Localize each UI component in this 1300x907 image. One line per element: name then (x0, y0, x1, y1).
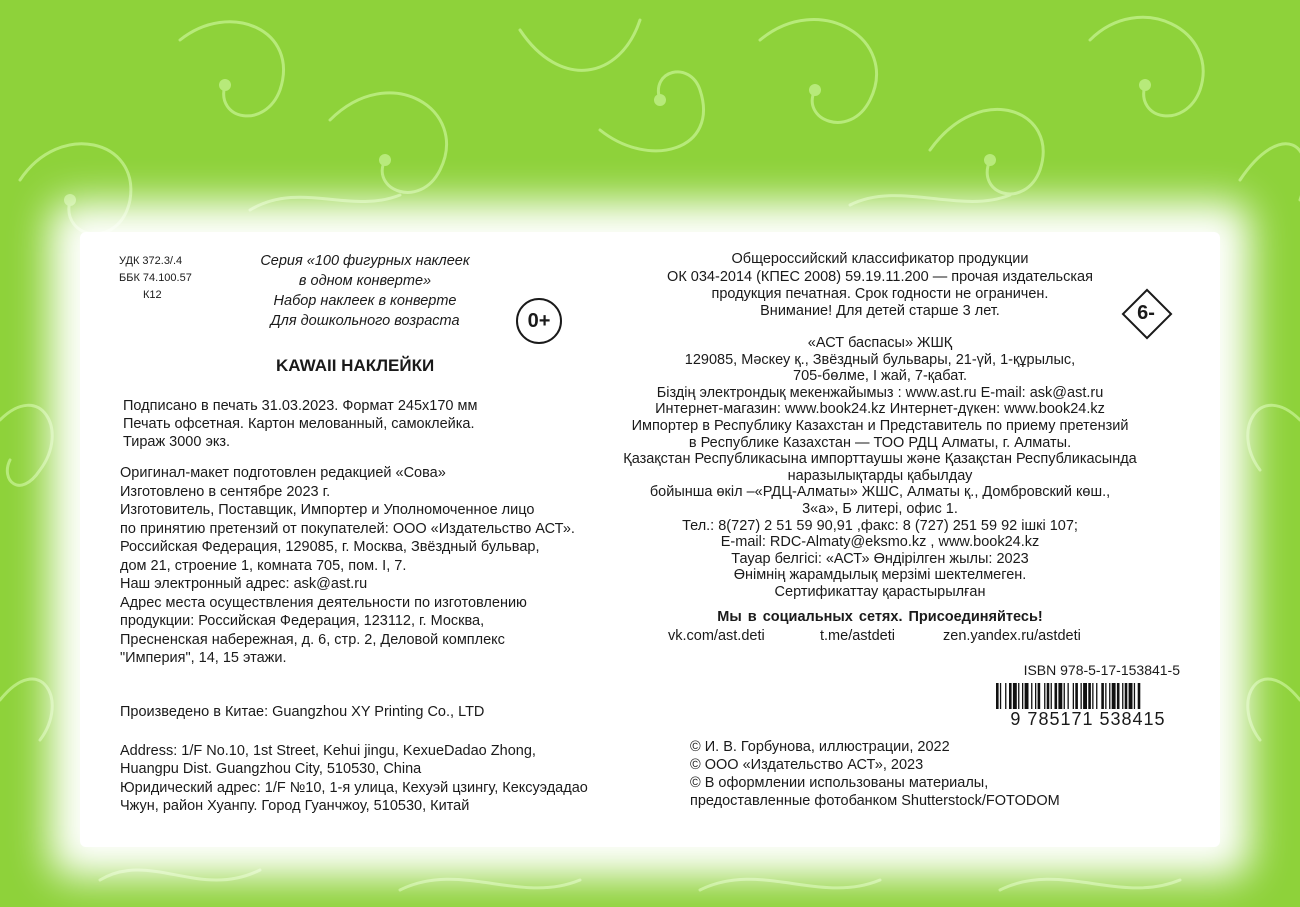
kazakh-line: в Республике Казахстан — ТОО РДЦ Алматы, г. Алматы. (688, 435, 1072, 451)
publisher-line: дом 21, строение 1, комната 705, пом. I, 7. (120, 558, 407, 574)
kazakh-line: Сертификаттау қарастырылған (774, 584, 986, 600)
classifier-line: ОК 034-2014 (КПЕС 2008) 59.19.11.200 — прочая издательская (667, 269, 1093, 285)
barcode-digits: 9 785171 538415 (996, 709, 1180, 730)
publisher-line: по принятию претензий от покупателей: ООО «Издательство АСТ». (120, 521, 575, 537)
age-rating-badge: 0+ (516, 298, 562, 344)
kazakh-line: бойынша өкіл –«РДЦ-Алматы» ЖШС, Алматы қ., Домбровский көш., (649, 484, 1111, 500)
publisher-line: продукции: Российская Федерация, 123112, г. Москва, (120, 613, 485, 629)
publisher-line: Адрес места осуществления деятельности по изготовлению (120, 595, 527, 611)
kazakh-line: Импортер в Республику Казахстан и Представитель по приему претензий (631, 418, 1129, 434)
kazakh-line: Тауар белгісі: «АСТ» Өндірілген жылы: 2023 (731, 551, 1029, 567)
kazakh-line: 129085, Мәскеу қ., Звёздный бульвары, 21-үй, 1-құрылыс, (684, 352, 1076, 368)
series-line: Набор наклеек в конверте (273, 293, 457, 309)
kazakh-line: Өнімнің жарамдылық мерзімі шектелмеген. (733, 567, 1027, 583)
bbk-code: ББК 74.100.57 (119, 272, 192, 284)
age-warning-text: Внимание! Для детей старше 3 лет. (760, 303, 1000, 319)
copyright-line: © ООО «Издательство АСТ», 2023 (690, 757, 924, 773)
print-info-line: Подписано в печать 31.03.2023. Формат 245x170 мм (123, 398, 478, 414)
social-link-vk[interactable]: vk.com/ast.deti (668, 628, 765, 644)
kazakh-line: Интернет-магазин: www.book24.kz Интернет-дүкен: www.book24.kz (655, 401, 1105, 417)
print-info-line: Тираж 3000 экз. (123, 434, 231, 450)
kazakh-line: 705-бөлме, I жай, 7-қабат. (793, 368, 967, 384)
kazakh-line: «АСТ баспасы» ЖШҚ (807, 335, 953, 351)
publisher-line: "Империя", 14, 15 этажи. (120, 650, 287, 666)
address-line: Address: 1/F No.10, 1st Street, Kehui jingu, KexueDadao Zhong, (120, 743, 536, 759)
publisher-line: Пресненская набережная, д. 6, стр. 2, Деловой комплекс (120, 632, 505, 648)
copyright-line: © И. В. Горбунова, иллюстрации, 2022 (690, 739, 950, 755)
address-line: Huangpu Dist. Guangzhou City, 510530, China (120, 761, 422, 777)
publisher-line: Оригинал-макет подготовлен редакцией «Сова» (120, 465, 446, 481)
publisher-email: Наш электронный адрес: ask@ast.ru (120, 576, 368, 592)
isbn: ISBN 978-5-17-153841-5 (1023, 662, 1180, 678)
publisher-line: Изготовлено в сентябре 2023 г. (120, 484, 331, 500)
copyright-line: © В оформлении использованы материалы, (690, 775, 989, 791)
kazakh-line: наразылықтарды қабылдау (787, 468, 973, 484)
print-info-line: Печать офсетная. Картон мелованный, самоклейка. (123, 416, 475, 432)
kazakh-line: Қазақстан Республикасына импорттаушы және Қазақстан Республикасында (623, 451, 1137, 467)
kazakh-line: Тел.: 8(727) 2 51 59 90,91 ,факс: 8 (727) 251 59 92 ішкі 107; (682, 518, 1078, 534)
kazakh-line: E-mail: RDC-Almaty@eksmo.kz , www.book24.kz (720, 534, 1040, 550)
address-line: Юридический адрес: 1/F №10, 1-я улица, Кехуэй цзингу, Кексуэдадао (120, 780, 588, 796)
series-line: в одном конверте» (298, 273, 432, 289)
series-line: Серия «100 фигурных наклеек (260, 253, 470, 269)
classifier-line: Общероссийский классификатор продукции (731, 251, 1029, 267)
book-title: KAWAII НАКЛЕЙКИ (276, 356, 435, 375)
social-link-telegram[interactable]: t.me/astdeti (820, 628, 895, 644)
kazakh-line: 3«а», Б литері, офис 1. (802, 501, 958, 517)
age-warning-label: 6- (1137, 301, 1155, 324)
social-heading: Мы в социальных сетях. Присоединяйтесь! (717, 609, 1043, 625)
kazakh-line: Біздің электрондық мекенжайымыз : www.ast.ru E-mail: ask@ast.ru (656, 385, 1104, 401)
copyright-line: предоставленные фотобанком Shutterstock/FOTODOM (690, 793, 1060, 809)
author-mark: К12 (143, 289, 162, 301)
made-in-china: Произведено в Китае: Guangzhou XY Printing Co., LTD (120, 704, 485, 720)
age-warning-badge (1123, 290, 1169, 336)
publisher-line: Изготовитель, Поставщик, Импортер и Уполномоченное лицо (120, 502, 535, 518)
social-link-zen[interactable]: zen.yandex.ru/astdeti (943, 628, 1081, 644)
address-line: Чжун, район Хуанпу. Город Гуанчжоу, 510530, Китай (120, 798, 470, 814)
series-line: Для дошкольного возраста (270, 313, 460, 329)
publisher-line: Российская Федерация, 129085, г. Москва, Звёздный бульвар, (120, 539, 540, 555)
udk-code: УДК 372.3/.4 (119, 255, 183, 267)
classifier-line: продукция печатная. Срок годности не ограничен. (711, 286, 1049, 302)
